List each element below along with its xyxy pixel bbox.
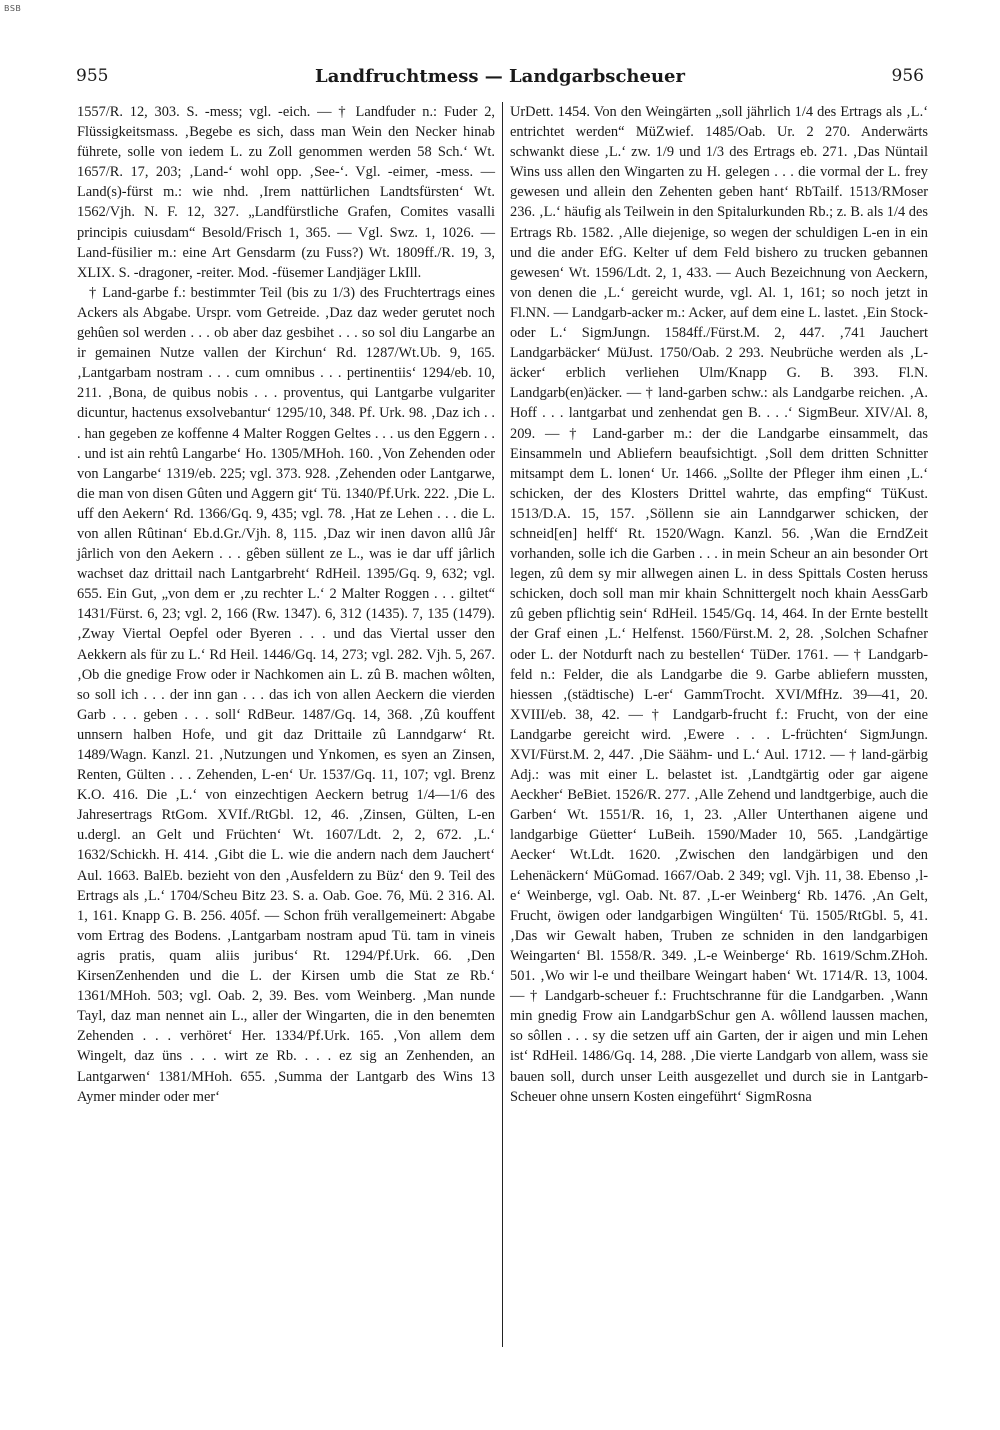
- entry-paragraph: 1557/R. 12, 303. S. -mess; vgl. -eich. — † Landfuder n.: Fuder 2, Flüssigkeitsmass. ‚Begebe es sich, dass man Wein den Necker hinab führete, solle von iedem L. zu Zoll genommen werden 58 Sch.‘ Wt. 1657/R. 17, 203; ‚Land-‘ wohl opp. ‚See-‘. Vgl. -eimer, -mess. — Land(s)-fürst m.: wie nhd. ‚Irem nattürlichen Landtsfürsten‘ Wt. 1562/Vjh. N. F. 12, 327. „Landfürstliche Grafen, Comites vasalli principis cuiusdam“ Besold/Frisch 1, 365. — Vgl. Swz. 1, 1026. — Land-füsilier m.: eine Art Gensdarm (zu Fuss?) Wt. 1809ff./R. 19, 3, XLIX. S. -dragoner, -reiter. Mod. -füsemer Landjäger LkIll.: [77, 104, 495, 281]
- left-column: [77, 102, 495, 1107]
- library-stamp: BSB: [4, 4, 22, 13]
- page-number-left: 955: [76, 66, 109, 86]
- page-header: [76, 66, 924, 92]
- running-title: Landfruchtmess — Landgarbscheuer: [315, 66, 685, 87]
- entry-paragraph: † Land-garbe f.: bestimmter Teil (bis zu 1/3) des Fruchtertrags eines Ackers als Abgabe. Urspr. vom Getreide. ‚Daz daz weder gerutet noch gehûen sol werden . . . ob aber daz gesbihet . . . so sol diu Langarbe an ir gemainen Nutze vallen der Kirchun‘ Rd. 1287/Wt.Ub. 9, 165. ‚Lantgarbam nostram . . . cum omnibus . . . pertinentiis‘ 1294/eb. 10, 211. ‚Bona, de quibus nobis . . . proventus, qui Lantgarbe vulgariter dicuntur, hactenus exsolvebantur‘ 1295/10, 348. Pf. Urk. 98. ‚Daz ich . . . han gegeben ze koffenne 4 Malter Roggen Geltes . . . us den Eggern . . . und ist ain rehtû Langarbe‘ Ho. 1305/MHoh. 160. ‚Von Zehenden oder von Langarbe‘ 1319/eb. 225; vgl. 373. 928. ‚Zehenden oder Lantgarwe, die man von disen Gûten und Aggern git‘ Tü. 1340/Pf.Urk. 222. ‚Die L. uff den Aekern‘ Rd. 1366/Gq. 9, 435; vgl. 78. ‚Hat ze Lehen . . . die L. von allen Rûtinan‘ Eb.d.Gr./Vjh. 8, 115. ‚Daz wir inen davon allû Jâr jârlich von den Aekern . . . gêben süllent ze L., was ie dar uff jârlich wachset daz drittail nach Lantgarbreht‘ RdHeil. 1395/Gq. 9, 632; vgl. 655. Ein Gut, „von dem er ‚zu rechter L.‘ 2 Malter Roggen . . . giltet“ 1431/Fürst. 6, 23; vgl. 2, 166 (Rw. 1347). 6, 312 (1435). 7, 135 (1479). ‚Zway Viertal Oepfel oder Byeren . . . und das Viertal usser den Aekkern als für zu L.‘ Rd Heil. 1446/Gq. 14, 273; vgl. 282. Vjh. 5, 267. ‚Ob die gnedige Frow oder ir Nachkomen ain L. zû B. machen wôlten, so soll ich . . . der inn gan . . . das ich von allen Aeckern die vierden Garb . . . geben . . . soll‘ RdBeur. 1487/Gq. 14, 368. ‚Zû kouffent unnsern halben Hofe, und git daz Drittaile zû Lanndgarw‘ Rt. 1489/Wagn. Kanzl. 21. ‚Nutzungen und Ynkomen, es syen an Zinsen, Renten, Gülten . . . Zehenden, L-en‘ Ur. 1537/Gq. 11, 107; vgl. Brenz K.O. 416. Die ‚L.‘ von einzechtigen Aeckern betrug 1/4—1/6 des Jahresertrags RtGom. XVIf./RtGbl. 12, 46. ‚Zinsen, Gülten, L-en u.dergl. an Gelt und Früchten‘ Wt. 1607/Ldt. 2, 2, 672. ‚L.‘ 1632/Schickh. H. 414. ‚Gibt die L. wie die andern nach dem Jauchert‘ Aul. 1663. BalEb. bezieht von den ‚Ausfeldern zu Büz‘ den 9. Teil des Ertrags als ‚L.‘ 1704/Scheu Bitz 23. S. a. Oab. Goe. 76, Mü. 2 316. Al. 1, 161. Knapp G. B. 256. 405f. — Schon früh verallgemeinert: Abgabe vom Ertrag des Bodens. ‚Lantgarbam nostram apud Tü. tam in vineis agris pratis, quam aliis juribus‘ Rt. 1294/Pf.Urk. 66. ‚Den KirsenZenhenden und die L. der Kirsen umb die Stat ze Rb.‘ 1361/MHoh. 503; vgl. Oab. 2, 39. Bes. vom Weinberg. ‚Man nunde Tayl, daz man nennet ain L., aller der Wingarten, die in den benemten Zehenden . . . verhöret‘ Her. 1334/Pf.Urk. 165. ‚Von allem dem Wingelt, daz üns . . . wirt ze Rb. . . . ez sig an Zenhenden, an Lantgarwen‘ 1381/MHoh. 655. ‚Summa der Lantgarb des Wins 13 Aymer minder oder mer‘: [77, 284, 495, 1105]
- entry-paragraph: UrDett. 1454. Von den Weingärten „soll jährlich 1/4 des Ertrags als ‚L.‘ entrichtet werden“ MüZwief. 1485/Oab. Ur. 2 270. Anderwärts schwankt diese ‚L.‘ zw. 1/9 und 1/3 des Ertrags eb. 271. ‚Das Nüntail Wins uss allen den Wingarten zu H. gelegen . . . die vormal der L. frey gewesen und allein den Zehenten geben hant‘ RbTailf. 1513/RMoser 236. ‚L.‘ häufig als Teilwein in den Spitalurkunden Rb.; z. B. als 1/4 des Ertrags Rb. 1582. ‚Alle diejenige, so wegen der schuldigen L-en in ein und die ander EfG. Kelter uf dem Feld bishero zu trucken gebannen gewesen‘ Wt. 1596/Ldt. 2, 1, 433. — Auch Bezeichnung von Aeckern, von denen die ‚L.‘ gereicht wurde, vgl. Al. 1, 161; so noch jetzt in Fl.NN. — Landgarb-acker m.: Acker, auf dem eine L. lastet. ‚Ein Stock- oder L.‘ SigmJungn. 1584ff./Fürst.M. 2, 447. ‚741 Jauchert Landgarbäcker‘ MüJust. 1750/Oab. 2 293. Neubrüche werden als ‚L-äcker‘ erblich verliehen Ulm/Knapp G. B. 393. Fl.N. Landgarb(en)äcker. — † land-garben schw.: als Landgarbe reichen. ‚A. Hoff . . . lantgarbat und zenhendat gen B. . . .‘ SigmBeur. XIV/Al. 8, 209. — † Land-garber m.: der die Landgarbe einsammelt, das Einsammeln und Abliefern beaufsichtigt. ‚Soll dem dritten Schnitter mitsampt dem L. lonen‘ Ur. 1466. „Sollte der Pfleger ihm einen ‚L.‘ schicken, der des Klosters Drittel wahrte, das empfing“ TüKust. 1513/D.A. 15, 157. ‚Söllenn sie ain Lanndgarwer schicken, der schneid[en] helff‘ Rt. 1520/Wagn. Kanzl. 56. ‚Wan die ErndZeit vorhanden, solle ich die Garben . . . in mein Scheur an ain besonder Ort legen, zû dem sy mir allwegen ainen L. in dess Spittals Costen heruss schicken, doch soll man mir khain Schnittergelt noch khain AessGarb zû geben pflichtig sein‘ RdHeil. 1545/Gq. 14, 464. In der Ernte bestellt der Graf einen ‚L.‘ Helfenst. 1560/Fürst.M. 2, 28. ‚Solchen Schafner oder L. der Notdurft nach zu bestellen‘ TüDer. 1761. — † Landgarb-feld n.: Felder, die als Landgarbe die 9. Garbe abliefern mussten, hiessen ‚(städtische) L-er‘ GammTrocht. XVI/MfHz. 39—41, 20. XVIII/eb. 38, 42. — † Landgarb-frucht f.: Frucht, von der eine Landgarbe gereicht wird. ‚Ewere . . . L-früchten‘ SigmJungn. XVI/Fürst.M. 2, 447. ‚Die Säähm- und L.‘ Aul. 1712. — † land-gärbig Adj.: was mit einer L. belastet ist. ‚Landtgärtig oder gar aigene Aeckher‘ BeBiet. 1526/R. 277. ‚Alle Zehend und landtgerbige, auch die Garben‘ Wt. 1551/R. 16, 1, 23. ‚Aller Unterthanen aigene und landgarbige Güetter‘ LuBeih. 1590/Mader 10, 565. ‚Landgärtige Aecker‘ Wt.Ldt. 1620. ‚Zwischen den landgärbigen und den Lehenäckern‘ MüGomad. 1667/Oab. 2 349; vgl. Vjh. 11, 38. Ebenso ‚l-e‘ Weinberge, vgl. Oab. Nt. 87. ‚L-er Weinberg‘ Rb. 1476. ‚An Gelt, Frucht, öwigen oder landgarbigen Wingülten‘ Tü. 1505/RtGbl. 5, 41. ‚Das wir Gewalt haben, Truben ze schniden in den landgarbigen Weingarten‘ Bl. 1558/R. 349. ‚L-e Weinberge‘ Rb. 1619/Schm.ZHoh. 501. ‚Wo wir l-e und theilbare Weingart haben‘ Wt. 1714/R. 13, 1004. — † Landgarb-scheuer f.: Fruchtschranne für die Landgarben. ‚Wann min gnedig Frow ain LandgarbSchur gen A. wôllend laussen machen, so sôllen . . . sy die setzen uff ain Garten, der ir aigen und min Lehen ist‘ RdHeil. 1486/Gq. 14, 288. ‚Die vierte Landgarb von allem, wass sie bauen soll, durch unser Leith ausgezellet und durch sie in Lantgarb-Scheuer ohne unsern Kosten eingeführt‘ SigmRosna: [510, 104, 928, 1105]
- column-divider: [502, 102, 503, 1347]
- right-column: [510, 102, 928, 1107]
- page-number-right: 956: [891, 66, 924, 86]
